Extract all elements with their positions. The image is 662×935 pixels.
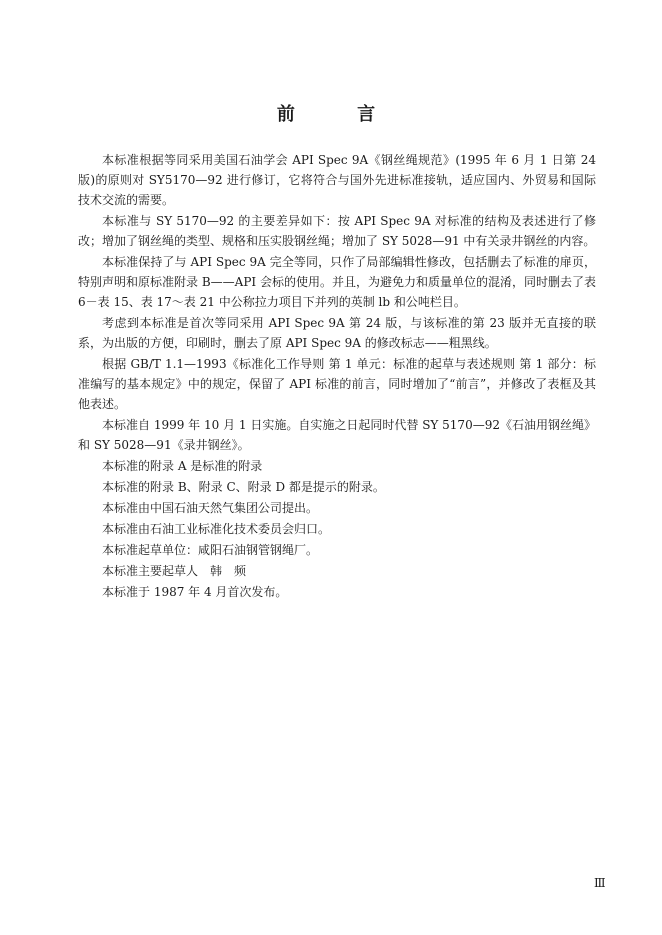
paragraph-first-published: 本标准于 1987 年 4 月首次发布。: [102, 585, 288, 599]
paragraph-proposer: 本标准由中国石油天然气集团公司提出。: [102, 501, 319, 515]
paragraph-effective-date: 本标准自 1999 年 10 月 1 日实施。自实施之日起同时代替 SY 5170—92《石油用钢丝绳》和 SY 5028—91《录井钢丝》。: [78, 418, 596, 452]
paragraph-committee: 本标准由石油工业标准化技术委员会归口。: [102, 522, 331, 536]
paragraph-drafting-unit: 本标准起草单位：咸阳石油钢管钢绳厂。: [102, 543, 319, 557]
paragraph-gb-rules: 根据 GB/T 1.1—1993《标准化工作导则 第 1 单元：标准的起草与表述规则 第 1 部分：标准编写的基本规定》中的规定，保留了 API 标准的前言，同时增加了“前言”，并修改了表框及其他表述。: [78, 357, 596, 411]
paragraph-equivalence: 本标准保持了与 API Spec 9A 完全等同，只作了局部编辑性修改，包括删去了标准的扉页，特别声明和原标准附录 B——API 会标的使用。并且，为避免力和质量单位的混淆，同时删去了表 6－表 15、表 17～表 21 中公称拉力项目下并列的英制 lb 和公吨栏目。: [78, 255, 596, 309]
paragraph-drafter: 本标准主要起草人 韩 频: [102, 564, 247, 578]
paragraph-differences: 本标准与 SY 5170—92 的主要差异如下：按 API Spec 9A 对标准的结构及表述进行了修改；增加了钢丝绳的类型、规格和压实股钢丝绳；增加了 SY 5028—91 中有关录井钢丝的内容。: [78, 214, 596, 248]
paragraph-appendix-bcd: 本标准的附录 B、附录 C、附录 D 都是提示的附录。: [102, 480, 385, 494]
paragraph-edition: 考虑到本标准是首次等同采用 API Spec 9A 第 24 版，与该标准的第 23 版并无直接的联系，为出版的方便，印刷时，删去了原 API Spec 9A 的修改标志——粗黑线。: [78, 316, 596, 350]
foreword-body: [78, 150, 596, 603]
paragraph-appendix-a: 本标准的附录 A 是标准的附录: [102, 459, 263, 473]
page-number: Ⅲ: [594, 876, 605, 890]
paragraph-adoption: 本标准根据等同采用美国石油学会 API Spec 9A《钢丝绳规范》(1995 年 6 月 1 日第 24 版)的原则对 SY5170—92 进行修订，它将符合与国外先进标准接轨，适应国内、外贸易和国际技术交流的需要。: [78, 153, 596, 207]
page-title: 前 言: [276, 104, 404, 125]
